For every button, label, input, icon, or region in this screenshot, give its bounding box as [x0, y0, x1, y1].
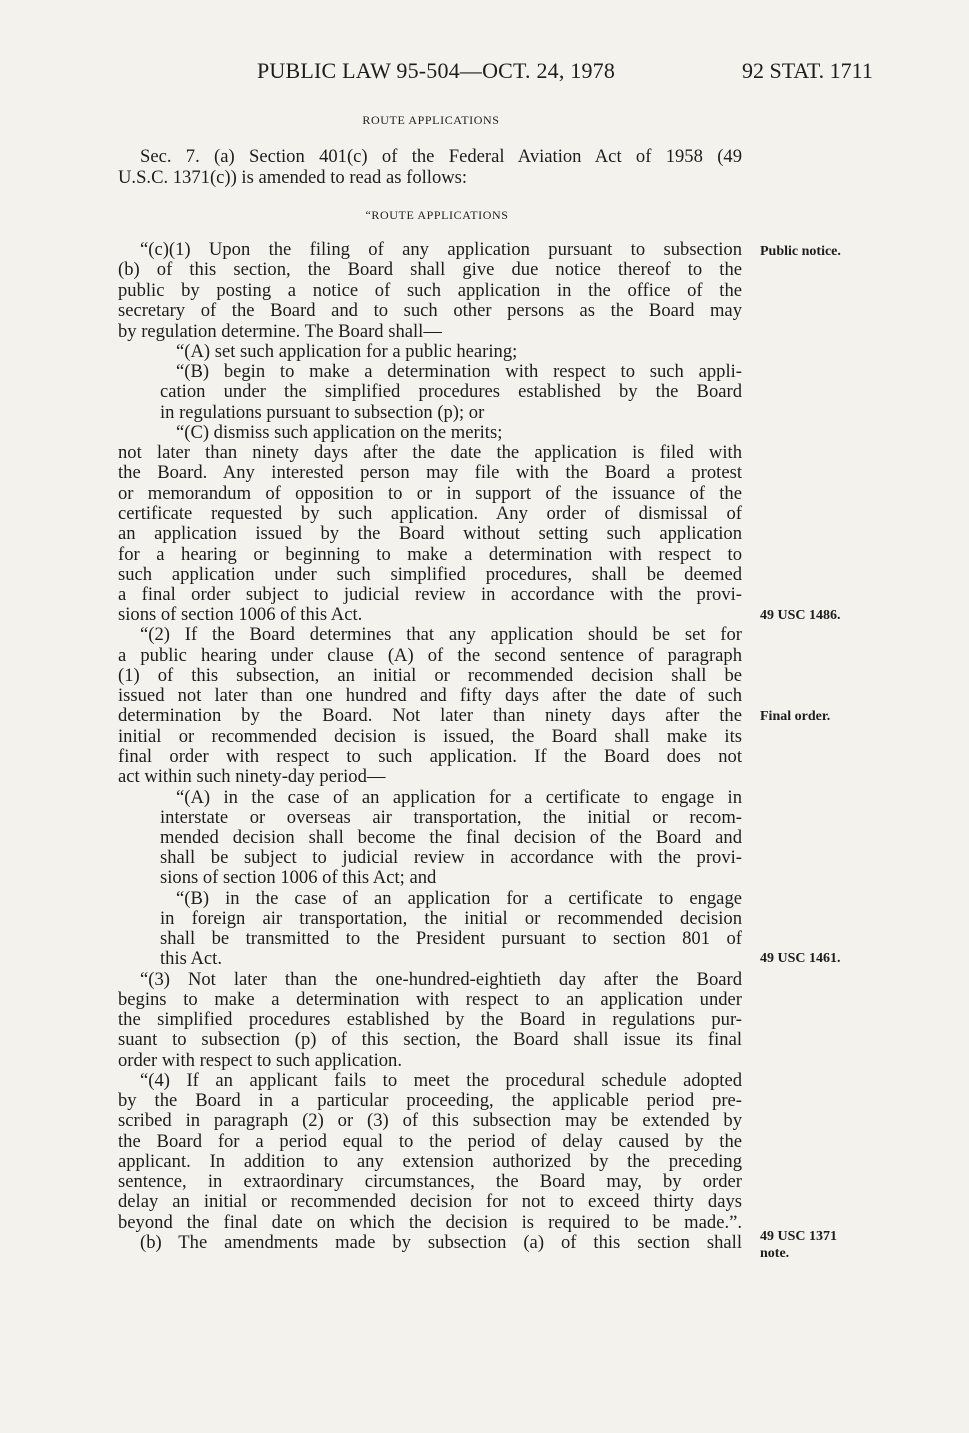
text-line: order with respect to such application. — [118, 1050, 402, 1071]
margin-note: note. — [760, 1246, 790, 1261]
section-caption: ROUTE APPLICATIONS — [362, 113, 500, 127]
text-line: certificate requested by such application. Any order of dismissal of — [118, 503, 742, 524]
text-line: act within such ninety-day period— — [118, 766, 386, 787]
margin-note: Public notice. — [760, 244, 841, 259]
text-line: final order with respect to such application. If the Board does not — [118, 746, 742, 767]
page-header-title: PUBLIC LAW 95-504—OCT. 24, 1978 — [257, 58, 616, 83]
text-line: determination by the Board. Not later than ninety days after the — [118, 705, 742, 726]
text-line: “(4) If an applicant fails to meet the procedural schedule adopted — [140, 1070, 742, 1091]
text-line: the Board for a period equal to the period of delay caused by the — [118, 1131, 742, 1152]
text-line: the Board. Any interested person may file with the Board a protest — [118, 462, 742, 483]
text-line: or memorandum of opposition to or in support of the issuance of the — [118, 483, 742, 504]
text-line: initial or recommended decision is issued, the Board shall make its — [118, 726, 742, 747]
text-line: a final order subject to judicial review in accordance with the provi- — [118, 584, 742, 605]
text-line: in regulations pursuant to subsection (p); or — [160, 402, 485, 423]
text-line: sions of section 1006 of this Act; and — [160, 867, 437, 888]
text-line: this Act. — [160, 948, 222, 969]
text-line: “(A) in the case of an application for a certificate to engage in — [176, 787, 742, 808]
text-line: shall be transmitted to the President pursuant to section 801 of — [160, 928, 742, 949]
text-line: for a hearing or beginning to make a determination with respect to — [118, 544, 742, 565]
text-line: such application under such simplified procedures, shall be deemed — [118, 564, 742, 585]
text-line: U.S.C. 1371(c)) is amended to read as follows: — [118, 167, 468, 188]
text-line: (b) of this section, the Board shall give due notice thereof to the — [118, 259, 742, 280]
quoted-caption: “ROUTE APPLICATIONS — [365, 208, 509, 222]
margin-note: 49 USC 1371 — [760, 1229, 838, 1244]
text-line: (b) The amendments made by subsection (a) of this section shall — [140, 1232, 742, 1253]
text-line: interstate or overseas air transportation, the initial or recom- — [160, 807, 742, 828]
text-line: a public hearing under clause (A) of the second sentence of paragraph — [118, 645, 742, 666]
text-line: an application issued by the Board without setting such application — [118, 523, 742, 544]
text-line: secretary of the Board and to such other persons as the Board may — [118, 300, 742, 321]
text-line: not later than ninety days after the date the application is filed with — [118, 442, 742, 463]
text-line: by the Board in a particular proceeding, the applicable period pre- — [118, 1090, 742, 1111]
margin-note: Final order. — [760, 709, 831, 724]
text-line: issued not later than one hundred and fifty days after the date of such — [118, 685, 742, 706]
text-line: suant to subsection (p) of this section, the Board shall issue its final — [118, 1029, 742, 1050]
text-line: scribed in paragraph (2) or (3) of this subsection may be extended by — [118, 1110, 742, 1131]
text-line: “(2) If the Board determines that any application should be set for — [140, 624, 742, 645]
text-line: (1) of this subsection, an initial or recommended decision shall be — [118, 665, 742, 686]
page-header-stat: 92 STAT. 1711 — [742, 58, 873, 83]
margin-note: 49 USC 1461. — [760, 951, 841, 966]
text-line: in foreign air transportation, the initial or recommended decision — [160, 908, 742, 929]
text-line: “(B) in the case of an application for a certificate to engage — [176, 888, 742, 909]
text-line: “(3) Not later than the one-hundred-eightieth day after the Board — [140, 969, 742, 990]
text-line: “(C) dismiss such application on the merits; — [176, 422, 503, 443]
text-line: shall be subject to judicial review in accordance with the provi- — [160, 847, 742, 868]
text-line: “(c)(1) Upon the filing of any application pursuant to subsection — [140, 239, 742, 260]
text-line: mended decision shall become the final decision of the Board and — [160, 827, 742, 848]
text-line: sions of section 1006 of this Act. — [118, 604, 363, 625]
text-line: Sec. 7. (a) Section 401(c) of the Federal Aviation Act of 1958 (49 — [140, 146, 742, 167]
text-line: public by posting a notice of such application in the office of the — [118, 280, 742, 301]
text-line: “(A) set such application for a public hearing; — [176, 341, 518, 362]
text-line: beyond the final date on which the decision is required to be made.”. — [118, 1212, 742, 1233]
text-line: the simplified procedures established by the Board in regulations pur- — [118, 1009, 742, 1030]
text-line: by regulation determine. The Board shall— — [118, 321, 442, 342]
text-line: delay an initial or recommended decision for not to exceed thirty days — [118, 1191, 742, 1212]
text-line: cation under the simplified procedures established by the Board — [160, 381, 742, 402]
text-line: “(B) begin to make a determination with respect to such appli- — [176, 361, 742, 382]
margin-note: 49 USC 1486. — [760, 608, 841, 623]
text-line: sentence, in extraordinary circumstances, the Board may, by order — [118, 1171, 742, 1192]
text-line: applicant. In addition to any extension authorized by the preceding — [118, 1151, 742, 1172]
text-line: begins to make a determination with respect to an application under — [118, 989, 742, 1010]
